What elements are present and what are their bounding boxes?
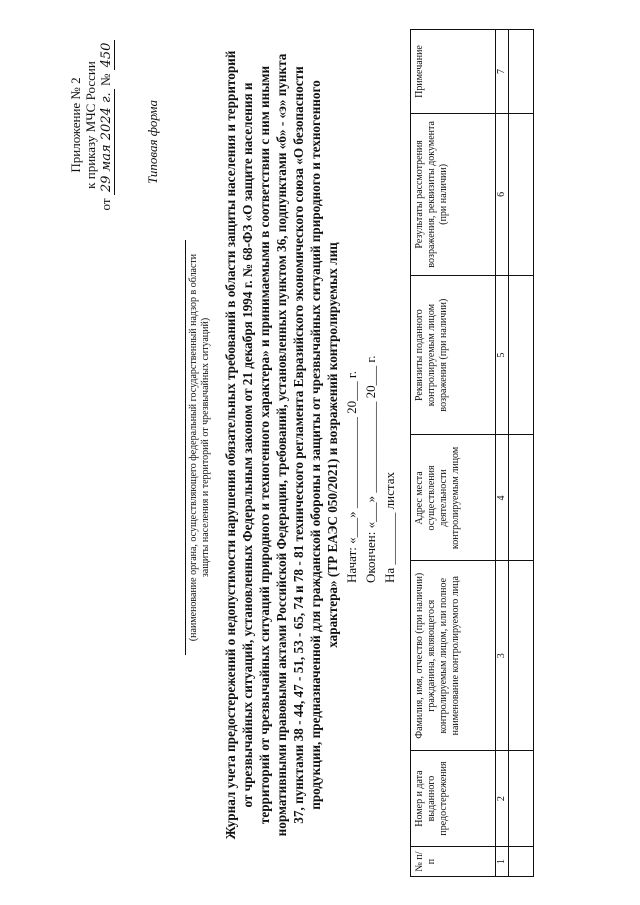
title-line: территорий от чрезвычайных ситуаций природного и техногенного характера» и принимаемыми в соответствии с ним иными bbox=[257, 65, 272, 825]
column-number: 6 bbox=[496, 113, 509, 275]
column-number: 2 bbox=[496, 751, 509, 847]
number-prefix: № bbox=[98, 73, 113, 87]
title-line: от чрезвычайных ситуаций, установленных Федеральным законом от 21 декабря 1994 г. № 68-ФЗ «О защите населения и bbox=[240, 82, 255, 808]
title-line: 37, пунктами 38 - 44, 47 - 51, 53 - 65, 74 и 78 - 81 технического регламента Евразийского экономического союза «О безопасности bbox=[291, 66, 306, 824]
organization-caption bbox=[188, 240, 212, 655]
header-review-results: Результаты рассмотрения возражения, реквизиты документа (при наличии) bbox=[411, 113, 496, 275]
column-number: 3 bbox=[496, 561, 509, 751]
table-row bbox=[509, 30, 534, 877]
header-number: № п/п bbox=[411, 847, 496, 877]
table-header-row bbox=[411, 30, 496, 877]
header-warning-number-date: Номер и дата выданного предостережения bbox=[411, 751, 496, 847]
date-prefix: от bbox=[98, 198, 113, 211]
attachment-date-line bbox=[98, 35, 114, 215]
title-line: Журнал учета предостережений о недопустимости нарушения обязательных требований в области защиты населения и территорий bbox=[223, 50, 238, 840]
organization-caption-line1: (наименование органа, осуществляющего федеральный государственный надзор в области bbox=[188, 253, 199, 642]
column-number: 5 bbox=[496, 275, 509, 435]
column-number: 7 bbox=[496, 30, 509, 114]
table-cell bbox=[509, 561, 534, 751]
column-number: 1 bbox=[496, 847, 509, 877]
title-line: продукции, предназначенной для гражданской обороны и защиты от чрезвычайных ситуаций природного и техногенного bbox=[308, 80, 323, 810]
table-column-numbers-row bbox=[496, 30, 509, 877]
title-line: характера» (ТР ЕАЭС 050/2021) и возражений контролируемых лиц bbox=[325, 242, 340, 648]
journal-title bbox=[222, 35, 341, 855]
sheet-count: На ________ листах bbox=[382, 472, 397, 583]
organization-caption-line2: защиты населения и территорий от чрезвычайных ситуаций) bbox=[200, 317, 211, 578]
handwritten-number: 450 bbox=[99, 40, 115, 71]
form-type-label: Типовая форма bbox=[145, 100, 160, 184]
header-objection-details: Реквизиты поданного контролируемым лицом возражения (при наличии) bbox=[411, 275, 496, 435]
handwritten-date: 29 мая 2024 г. bbox=[99, 89, 115, 195]
started-date: Начат: «___» ______________ 20___ г. bbox=[344, 370, 359, 583]
header-note: Примечание bbox=[411, 30, 496, 114]
title-line: нормативными правовыми актами Российской Федерации, требований, установленных пунктом 36, подпунктами «б» - «э» пункта bbox=[274, 53, 289, 837]
table-cell bbox=[509, 275, 534, 435]
organization-name-line bbox=[185, 240, 186, 655]
finished-date: Окончен: «___» ______________ 20___ г. bbox=[363, 355, 378, 583]
table-cell bbox=[509, 751, 534, 847]
journal-table bbox=[410, 29, 534, 877]
table-cell bbox=[509, 113, 534, 275]
header-controlled-person-name: Фамилия, имя, отчество (при наличии) гражданина, являющегося контролируемым лицом, или полное наименование контролируемого лица bbox=[411, 561, 496, 751]
journal-dates bbox=[342, 343, 399, 583]
column-number: 4 bbox=[496, 435, 509, 561]
table-cell bbox=[509, 847, 534, 877]
attachment-block bbox=[68, 35, 114, 215]
attachment-line1: Приложение № 2 bbox=[68, 77, 83, 173]
attachment-line2: к приказу МЧС России bbox=[83, 61, 98, 189]
table-cell bbox=[509, 30, 534, 114]
table-cell bbox=[509, 435, 534, 561]
header-activity-address: Адрес места осуществления деятельности контролируемым лицом bbox=[411, 435, 496, 561]
